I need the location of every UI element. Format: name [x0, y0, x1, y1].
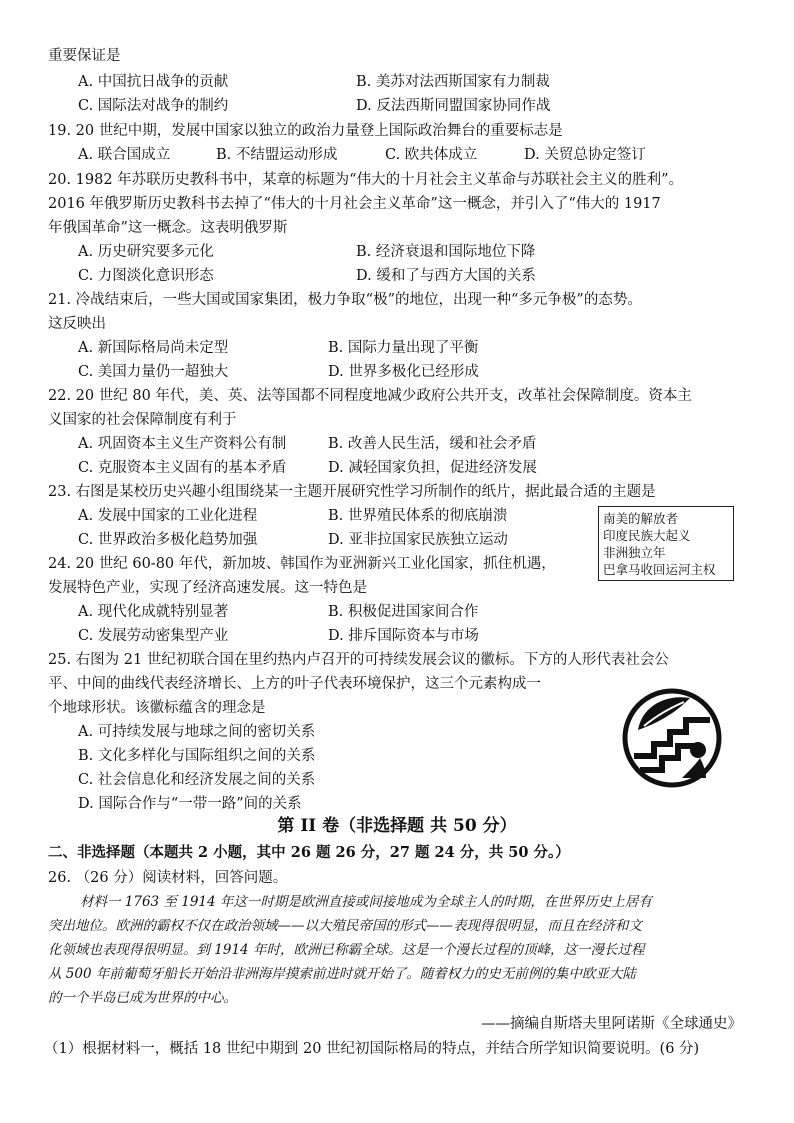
q21-stem-line-2: 这反映出 — [48, 316, 106, 332]
q23-paper-cards — [598, 506, 734, 581]
q24-option-a: A. 现代化成就特别显著 — [78, 604, 229, 620]
part-2-heading: 二、非选择题（本题共 2 小题，其中 26 题 26 分，27 题 24 分，共 50 分。） — [48, 844, 570, 861]
q23-card-1: 南美的解放者 — [603, 511, 679, 526]
q22-option-c: C. 克服资本主义固有的基本矛盾 — [78, 460, 287, 476]
q22-stem-line-2: 义国家的社会保障制度有利于 — [48, 412, 237, 428]
q19-option-a: A. 联合国成立 — [78, 147, 171, 163]
q25-stem-line-2: 平、中间的曲线代表经济增长、上方的叶子代表环境保护，这三个元素构成一 — [48, 676, 541, 692]
q19-option-b: B. 不结盟运动形成 — [216, 147, 338, 163]
q23-option-d: D. 亚非拉国家民族独立运动 — [328, 532, 508, 548]
q24-stem-line-2: 发展特色产业，实现了经济高速发展。这一特色是 — [48, 580, 367, 596]
q18-option-a: A. 中国抗日战争的贡献 — [78, 74, 229, 90]
q25-stem-line-1: 25. 右图为 21 世纪初联合国在里约热内卢召开的可持续发展会议的徽标。下方的人形代表社会公 — [48, 652, 669, 668]
q20-stem-line-3: 年俄国革命”这一概念。这表明俄罗斯 — [48, 220, 288, 236]
q24-stem-line-1: 24. 20 世纪 60-80 年代，新加坡、韩国作为亚洲新兴工业化国家，抓住机遇， — [48, 556, 556, 572]
sustainable-development-emblem-icon — [620, 686, 724, 790]
q23-option-a: A. 发展中国家的工业化进程 — [78, 508, 258, 524]
q20-option-d: D. 缓和了与西方大国的关系 — [356, 268, 536, 284]
q23-option-b: B. 世界殖民体系的彻底崩溃 — [328, 508, 508, 524]
q26-material-line-4: 从 500 年前葡萄牙船长开始沿非洲海岸摸索前进时就开始了。随着权力的史无前例的集中欧亚大陆 — [48, 966, 636, 982]
q20-option-b: B. 经济衰退和国际地位下降 — [356, 244, 536, 260]
q25-option-b: B. 文化多样化与国际组织之间的关系 — [78, 748, 316, 764]
q26-stem: 26. （26 分）阅读材料，回答问题。 — [48, 870, 288, 886]
q19-option-d: D. 关贸总协定签订 — [524, 147, 646, 163]
q20-option-a: A. 历史研究要多元化 — [78, 244, 214, 260]
q24-option-d: D. 排斥国际资本与市场 — [328, 628, 479, 644]
q18-stem-tail: 重要保证是 — [48, 48, 121, 64]
q26-material-line-2: 突出地位。欧洲的霸权不仅在政治领域——以大殖民帝国的形式——表现得很明显，而且在经济和文 — [48, 918, 642, 934]
q21-option-a: A. 新国际格局尚未定型 — [78, 340, 229, 356]
q21-option-d: D. 世界多极化已经形成 — [328, 364, 479, 380]
q23-card-3: 非洲独立年 — [603, 545, 666, 560]
q25-stem-line-3: 个地球形状。该徽标蕴含的理念是 — [48, 700, 266, 716]
q18-option-c: C. 国际法对战争的制约 — [78, 98, 229, 114]
q22-option-a: A. 巩固资本主义生产资料公有制 — [78, 436, 287, 452]
q20-stem-line-2: 2016 年俄罗斯历史教科书去掉了“伟大的十月社会主义革命”这一概念，并引入了“伟大的 1917 — [48, 196, 661, 212]
q21-option-b: B. 国际力量出现了平衡 — [328, 340, 479, 356]
q26-material-line-3: 化领域也表现得很明显。到 1914 年时，欧洲已称霸全球。这是一个漫长过程的顶峰，这一漫长过程 — [48, 942, 645, 958]
q21-stem-line-1: 21. 冷战结束后，一些大国或国家集团，极力争取“极”的地位，出现一种“多元争极”的态势。 — [48, 292, 642, 308]
q24-option-b: B. 积极促进国家间合作 — [328, 604, 479, 620]
q20-option-c: C. 力图淡化意识形态 — [78, 268, 214, 284]
q23-stem: 23. 右图是某校历史兴趣小组围绕某一主题开展研究性学习所制作的纸片，据此最合适的主题是 — [48, 484, 656, 500]
q19-stem: 19. 20 世纪中期，发展中国家以独立的政治力量登上国际政治舞台的重要标志是 — [48, 123, 563, 139]
q23-option-c: C. 世界政治多极化趋势加强 — [78, 532, 258, 548]
q26-sub-question-1: （1）根据材料一，概括 18 世纪中期到 20 世纪初国际格局的特点，并结合所学知识简要说明。(6 分) — [44, 1041, 700, 1057]
q20-stem-line-1: 20. 1982 年苏联历史教科书中，某章的标题为“伟大的十月社会主义革命与苏联社会主义的胜利”。 — [48, 172, 684, 188]
q24-option-c: C. 发展劳动密集型产业 — [78, 628, 229, 644]
q23-card-4: 巴拿马收回运河主权 — [603, 562, 716, 577]
q26-material-line-5: 的一个半岛已成为世界的中心。 — [48, 990, 237, 1006]
q26-source: ——摘编自斯塔夫里阿诺斯《全球通史》 — [481, 1016, 742, 1032]
q22-option-d: D. 减轻国家负担，促进经济发展 — [328, 460, 537, 476]
q22-stem-line-1: 22. 20 世纪 80 年代，美、英、法等国都不同程度地减少政府公共开支，改革社会保障制度。资本主 — [48, 388, 692, 404]
q23-card-2: 印度民族大起义 — [603, 528, 691, 543]
q25-option-a: A. 可持续发展与地球之间的密切关系 — [78, 724, 316, 740]
q18-option-d: D. 反法西斯同盟国家协同作战 — [356, 98, 551, 114]
part-2-title: 第 II 卷（非选择题 共 50 分） — [277, 816, 517, 836]
q21-option-c: C. 美国力量仍一超独大 — [78, 364, 229, 380]
q19-option-c: C. 欧共体成立 — [385, 147, 478, 163]
q25-option-d: D. 国际合作与“一带一路”间的关系 — [78, 796, 302, 812]
q26-material-line-1: 材料一 1763 至 1914 年这一时期是欧洲直接或间接地成为全球主人的时期，在世界历史上居有 — [80, 894, 652, 910]
q22-option-b: B. 改善人民生活，缓和社会矛盾 — [328, 436, 537, 452]
q18-option-b: B. 美苏对法西斯国家有力制裁 — [356, 74, 550, 90]
q25-option-c: C. 社会信息化和经济发展之间的关系 — [78, 772, 316, 788]
